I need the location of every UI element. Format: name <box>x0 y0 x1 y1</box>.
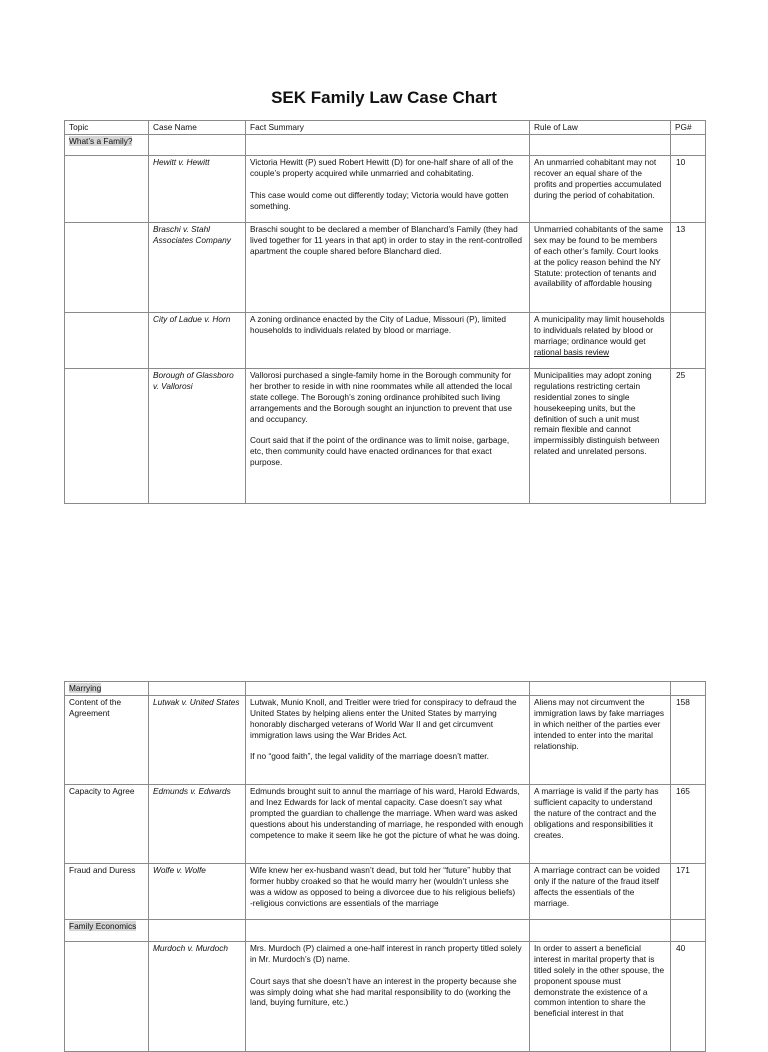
page-number: 158 <box>671 695 706 784</box>
section-row <box>65 134 706 155</box>
header-rule-of-law: Rule of Law <box>530 121 671 135</box>
topic-cell: Content of the Agreement <box>65 695 149 784</box>
fact-summary: Victoria Hewitt (P) sued Robert Hewitt (D) for one-half share of all of the couple’s property acquired while unmarried and cohabitating. This case would come out differently today; Victoria would have gotten something. <box>246 155 530 222</box>
topic-cell <box>65 368 149 503</box>
table-row <box>65 863 706 919</box>
page-number: 10 <box>671 155 706 222</box>
fact-summary: Vallorosi purchased a single-family home in the Borough community for her brother to reside in with nine roommates while all attended the local state college. The Borough’s zoning ordinance prohibited such living arrangements and the Borough sought an injunction to prevent that use and occupancy. Court said that if the point of the ordinance was to limit noise, garbage, etc, then community could have enacted ordinances for that exact purpose. <box>246 368 530 503</box>
page-title: SEK Family Law Case Chart <box>271 88 497 107</box>
section-row <box>65 682 706 696</box>
header-fact-summary: Fact Summary <box>246 121 530 135</box>
fact-summary: Wife knew her ex-husband wasn’t dead, but told her “future” hubby that former hubby croaked so that he would marry her (wouldn’t unless she was a widow as opposed to being a divorcee due to his religious beliefs) -religious convictions are essentials of the marriage <box>246 863 530 919</box>
rule-of-law: An unmarried cohabitant may not recover an equal share of the profits and properties accumulated during the period of cohabitation. <box>530 155 671 222</box>
table-row <box>65 368 706 503</box>
rule-of-law: In order to assert a beneficial interest in marital property that is titled solely in the other spouse, the proponent spouse must demonstrate the existence of a common intention to share the beneficial interest in that <box>530 941 671 1051</box>
case-table-family <box>64 120 706 504</box>
fact-summary: Mrs. Murdoch (P) claimed a one-half interest in ranch property titled solely in Mr. Murdoch’s (D) name. Court says that she doesn’t have an interest in the property because she was simply doing what she had marital responsibility to do (working the land, buying furniture, etc.) <box>246 941 530 1051</box>
fact-summary: A zoning ordinance enacted by the City of Ladue, Missouri (P), limited households to individuals related by blood or marriage. <box>246 312 530 368</box>
rule-of-law: A municipality may limit households to individuals related by blood or marriage; ordinance would get rational basis review <box>530 312 671 368</box>
fact-summary: Lutwak, Munio Knoll, and Treitler were tried for conspiracy to defraud the United States by helping aliens enter the United States by marrying honorably discharged veterans of World War II and get circumvent immigration laws using the War Brides Act. If no “good faith”, the legal validity of the marriage doesn’t matter. <box>246 695 530 784</box>
rule-of-law: A marriage is valid if the party has sufficient capacity to understand the nature of the contract and the obligations and responsibilities it creates. <box>530 784 671 863</box>
header-case-name: Case Name <box>149 121 246 135</box>
topic-cell: Fraud and Duress <box>65 863 149 919</box>
rule-of-law: Aliens may not circumvent the immigration laws by fake marriages in which neither of the parties ever intended to enter into the marital relationship. <box>530 695 671 784</box>
rule-of-law: A marriage contract can be voided only if the nature of the fraud itself affects the essentials of the marriage. <box>530 863 671 919</box>
case-name: Murdoch v. Murdoch <box>149 941 246 1051</box>
section-label: Family Economics <box>69 920 137 931</box>
header-pg: PG# <box>671 121 706 135</box>
case-table-marrying <box>64 681 706 1052</box>
topic-cell: Capacity to Agree <box>65 784 149 863</box>
rule-of-law: Municipalities may adopt zoning regulations restricting certain residential zones to single housekeeping units, but the definition of such a unit must remain flexible and cannot impermissibly distinguish between related and unrelated persons. <box>530 368 671 503</box>
fact-summary: Edmunds brought suit to annul the marriage of his ward, Harold Edwards, and Inez Edwards for lack of mental capacity. Case doesn’t say what prompted the guardian to challenge the marriage. When ward was asked questions about his understanding of marriage, he responded with enough competence to make it seem like he got the picture of what he was doing. <box>246 784 530 863</box>
table-header-row <box>65 121 706 135</box>
page-number: 40 <box>671 941 706 1051</box>
case-name: Lutwak v. United States <box>149 695 246 784</box>
case-name: Edmunds v. Edwards <box>149 784 246 863</box>
case-name: Wolfe v. Wolfe <box>149 863 246 919</box>
header-topic: Topic <box>65 121 149 135</box>
case-name: Hewitt v. Hewitt <box>149 155 246 222</box>
section-label: Marrying <box>69 683 102 693</box>
topic-cell <box>65 312 149 368</box>
section-label: What’s a Family? <box>69 135 133 146</box>
page-number: 171 <box>671 863 706 919</box>
page-number: 165 <box>671 784 706 863</box>
topic-cell <box>65 941 149 1051</box>
page-number <box>671 312 706 368</box>
rule-of-law: Unmarried cohabitants of the same sex may be found to be members of each other’s family. Court looks at the policy reason behind the NY Statute: protection of tenants and availability of affordable housing <box>530 222 671 312</box>
rational-basis-review: rational basis review <box>534 346 610 357</box>
table-row <box>65 941 706 1051</box>
section-row <box>65 919 706 941</box>
page-number: 13 <box>671 222 706 312</box>
page-number: 25 <box>671 368 706 503</box>
case-name: City of Ladue v. Horn <box>149 312 246 368</box>
table-row <box>65 695 706 784</box>
topic-cell <box>65 222 149 312</box>
topic-cell <box>65 155 149 222</box>
fact-summary: Braschi sought to be declared a member of Blanchard’s Family (they had lived together for 11 years in that apt) in order to stay in the rent-controlled apartment the couple shared before Blanchard died. <box>246 222 530 312</box>
table-row <box>65 222 706 312</box>
table-row <box>65 155 706 222</box>
table-row <box>65 312 706 368</box>
case-name: Braschi v. Stahl Associates Company <box>149 222 246 312</box>
table-row <box>65 784 706 863</box>
case-name: Borough of Glassboro v. Vallorosi <box>149 368 246 503</box>
